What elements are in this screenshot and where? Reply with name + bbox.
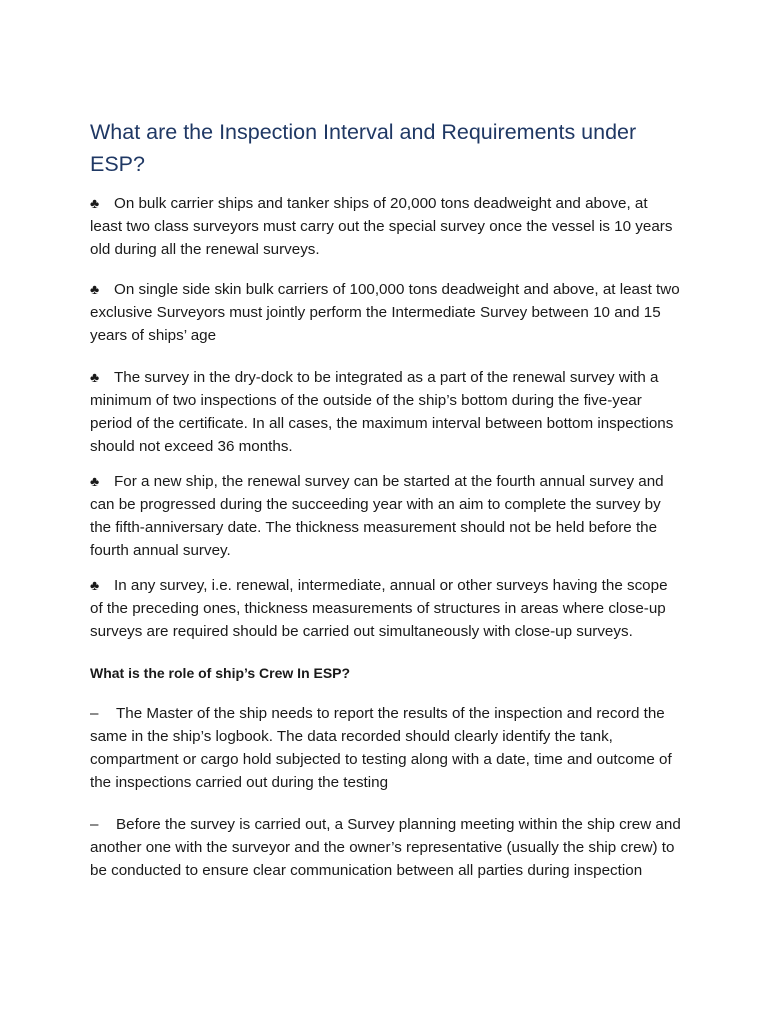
- section-subheading: What is the role of ship’s Crew In ESP?: [90, 665, 351, 681]
- document-page: [90, 116, 682, 882]
- paragraph-text: The Master of the ship needs to report the results of the inspection and record the same in the ship’s logbook. The data recorded should clearly identify the tank, compartment or cargo hold subjected to testing along with a date, time and outcome of the inspections carried out during the testing: [90, 705, 672, 791]
- paragraph-text: In any survey, i.e. renewal, intermediate, annual or other surveys having the scope of the preceding ones, thickness measurements of structures in areas where close-up surveys are required should be carried out simultaneously with close-up surveys.: [90, 577, 668, 640]
- paragraph-text: The survey in the dry-dock to be integrated as a part of the renewal survey with a minimum of two inspections of the outside of the ship’s bottom during the five-year period of the certificate. In all cases, the maximum interval between bottom inspections should not exceed 36 months.: [90, 369, 674, 455]
- dash-paragraph: [90, 813, 682, 882]
- bullet-paragraph: [90, 574, 682, 643]
- club-bullet-icon: ♣: [90, 473, 100, 489]
- paragraph-text: On single side skin bulk carriers of 100,000 tons deadweight and above, at least two exclusive Surveyors must jointly perform the Intermediate Survey between 10 and 15 years of ships’ age: [90, 281, 680, 344]
- dash-paragraph: [90, 702, 682, 794]
- club-bullet-icon: ♣: [90, 281, 100, 297]
- bullet-paragraph: [90, 470, 682, 562]
- dash-bullet: –: [90, 816, 99, 833]
- paragraph-text: For a new ship, the renewal survey can be started at the fourth annual survey and can be progressed during the succeeding year with an aim to complete the survey by the fifth-anniversary date. The thickness measurement should not be held before the fourth annual survey.: [90, 473, 664, 559]
- paragraph-text: Before the survey is carried out, a Survey planning meeting within the ship crew and another one with the surveyor and the owner’s representative (usually the ship crew) to be conducted to ensure clear communication between all parties during inspection: [90, 816, 681, 879]
- page-title: What are the Inspection Interval and Requirements under ESP?: [90, 120, 637, 176]
- dash-bullet: –: [90, 705, 99, 722]
- bullet-paragraph: [90, 278, 682, 347]
- club-bullet-icon: ♣: [90, 577, 100, 593]
- club-bullet-icon: ♣: [90, 369, 100, 385]
- bullet-paragraph: [90, 192, 682, 261]
- club-bullet-icon: ♣: [90, 195, 100, 211]
- bullet-paragraph: [90, 366, 682, 458]
- paragraph-text: On bulk carrier ships and tanker ships of 20,000 tons deadweight and above, at least two class surveyors must carry out the special survey once the vessel is 10 years old during all the renewal surveys.: [90, 195, 673, 258]
